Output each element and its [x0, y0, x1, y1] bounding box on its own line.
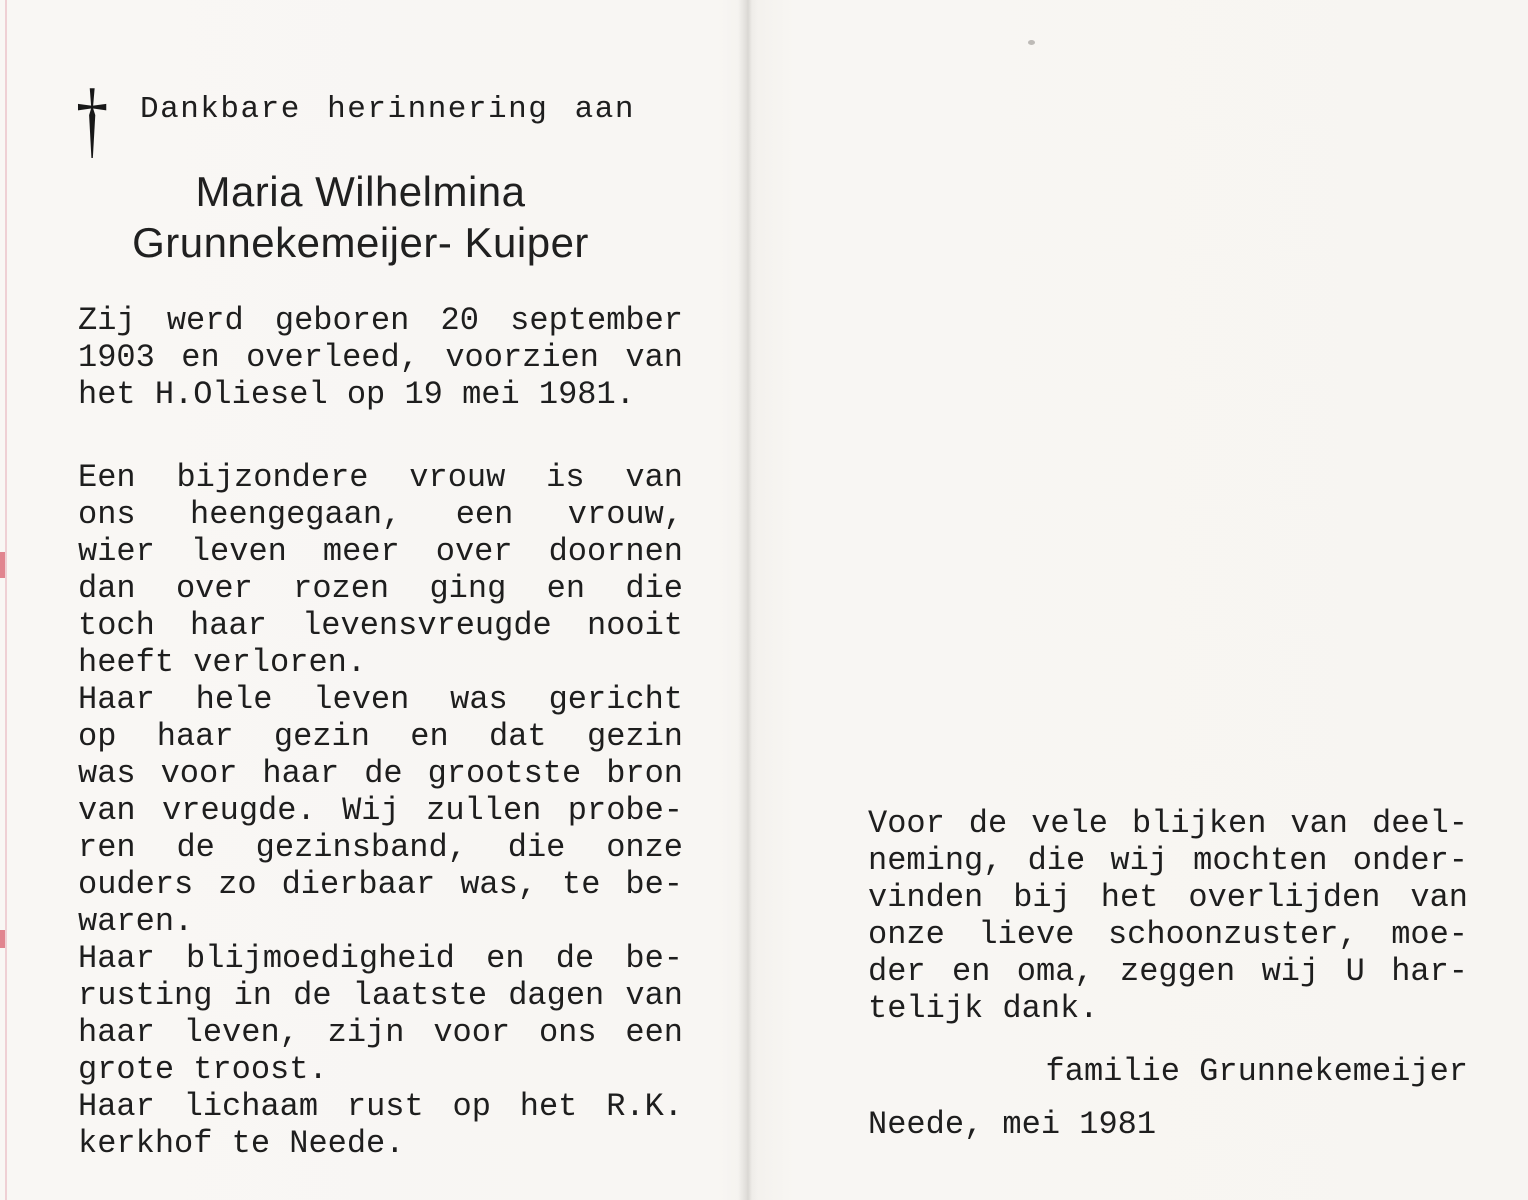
place-dateline: Neede, mei 1981 — [868, 1106, 1157, 1143]
text-line: Haar blijmoedigheid en de be- — [78, 940, 683, 977]
text-line: kerkhof te Neede. — [78, 1125, 405, 1162]
text-line: toch haar levensvreugde nooit — [78, 607, 683, 644]
left-page-content — [0, 0, 683, 1162]
right-page-content — [758, 0, 1468, 1143]
fold-line — [738, 0, 758, 1200]
paragraph — [78, 1088, 683, 1162]
text-line: heeft verloren. — [78, 644, 367, 681]
text-line: Haar lichaam rust op het R.K. — [78, 1088, 683, 1125]
text-line: dan over rozen ging en die — [78, 570, 683, 607]
text-line: ren de gezinsband, die onze — [78, 829, 683, 866]
text-line: waren. — [78, 903, 194, 940]
birth-death-text — [78, 302, 683, 413]
family-signature: familie Grunnekemeijer — [1045, 1053, 1468, 1090]
memorial-text — [78, 459, 683, 1162]
left-page — [0, 0, 740, 1200]
text-line: Voor de vele blijken van deel- — [868, 805, 1468, 842]
paragraph — [78, 681, 683, 940]
paragraph — [78, 940, 683, 1088]
text-line: der en oma, zeggen wij U har- — [868, 953, 1468, 990]
text-line: van vreugde. Wij zullen probe- — [78, 792, 683, 829]
thanks-text — [868, 805, 1468, 1027]
deceased-name-line2: Grunnekemeijer- Kuiper — [132, 219, 589, 266]
paragraph — [78, 459, 683, 681]
text-line: telijk dank. — [868, 990, 1099, 1027]
text-line: op haar gezin en dat gezin — [78, 718, 683, 755]
deceased-name-line1: Maria Wilhelmina — [195, 168, 526, 215]
text-line: haar leven, zijn voor ons een — [78, 1014, 683, 1051]
text-line: Een bijzondere vrouw is van — [78, 459, 683, 496]
header-row — [76, 71, 683, 167]
text-line: was voor haar de grootste bron — [78, 755, 683, 792]
text-line: Zij werd geboren 20 september — [78, 302, 683, 339]
cross-icon: † — [76, 71, 109, 167]
text-line: Haar hele leven was gericht — [78, 681, 683, 718]
text-line: 1903 en overleed, voorzien van — [78, 339, 683, 376]
text-line: ouders zo dierbaar was, te be- — [78, 866, 683, 903]
memorial-header: Dankbare herinnering aan — [140, 92, 635, 127]
text-line: grote troost. — [78, 1051, 328, 1088]
text-line: het H.Oliesel op 19 mei 1981. — [78, 376, 635, 413]
text-line: rusting in de laatste dagen van — [78, 977, 683, 1014]
right-page — [758, 0, 1528, 1200]
text-line: onze lieve schoonzuster, moe- — [868, 916, 1468, 953]
deceased-name — [78, 166, 643, 268]
text-line: neming, die wij mochten onder- — [868, 842, 1468, 879]
paragraph — [868, 805, 1468, 1027]
text-line: ons heengegaan, een vrouw, — [78, 496, 683, 533]
paragraph — [78, 302, 683, 413]
text-line: vinden bij het overlijden van — [868, 879, 1468, 916]
text-line: wier leven meer over doornen — [78, 533, 683, 570]
